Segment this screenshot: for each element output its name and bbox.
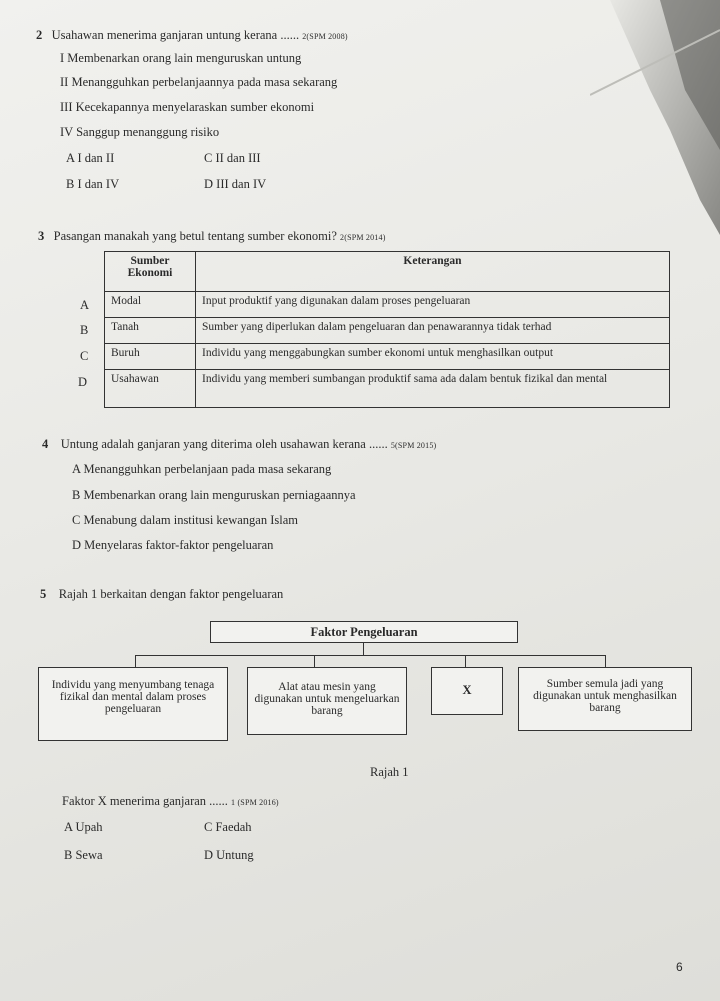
question-4-text: Untung adalah ganjaran yang diterima oleh usahawan kerana ...... [60, 437, 388, 451]
question-4-number: 4 [42, 437, 49, 451]
connector-line [363, 643, 364, 655]
question-2-choice-c: C II dan III [204, 151, 261, 165]
question-5-choice-d: D Untung [204, 848, 254, 862]
question-4-reference: 5(SPM 2015) [390, 441, 437, 450]
table-row [105, 318, 670, 344]
question-4-option-b: B Membenarkan orang lain menguruskan perniagaannya [72, 488, 356, 502]
diagram-caption: Rajah 1 [370, 765, 409, 779]
question-2-option-iv: IV Sanggup menanggung risiko [60, 125, 220, 139]
connector-line [135, 655, 136, 667]
question-3-number: 3 [38, 229, 45, 243]
question-2-choice-d: D III dan IV [204, 177, 267, 191]
question-5-followup-text: Faktor X menerima ganjaran ...... [62, 794, 228, 808]
question-2-stem [36, 28, 348, 43]
cell-description: Sumber yang diperlukan dalam pengeluaran dan penawarannya tidak terhad [196, 318, 670, 344]
cell-description: Individu yang menggabungkan sumber ekonomi untuk menghasilkan output [196, 344, 670, 370]
table-row [105, 344, 670, 370]
question-5-choice-b: B Sewa [64, 848, 103, 862]
row-letter-b: B [80, 323, 89, 337]
question-3-text: Pasangan manakah yang betul tentang sumber ekonomi? [53, 229, 337, 243]
table-header-row [105, 252, 670, 292]
question-2-option-i: I Membenarkan orang lain menguruskan untung [60, 51, 302, 65]
table-row [105, 292, 670, 318]
question-5-reference: 1 (SPM 2016) [231, 798, 279, 807]
header-description: Keterangan [196, 252, 670, 292]
economic-resource-table [104, 251, 670, 408]
connector-line [135, 655, 606, 656]
cell-source: Tanah [105, 318, 196, 344]
question-2-reference: 2(SPM 2008) [302, 32, 348, 41]
cell-source: Modal [105, 292, 196, 318]
page-corner-shadow [590, 0, 720, 240]
cell-description: Input produktif yang digunakan dalam proses pengeluaran [196, 292, 670, 318]
question-4-stem [42, 437, 436, 452]
question-2-option-ii: II Menangguhkan perbelanjaannya pada masa sekarang [60, 75, 338, 89]
question-2-choice-a: A I dan II [66, 151, 115, 165]
question-3-reference: 2(SPM 2014) [340, 233, 386, 242]
question-2-choice-b: B I dan IV [66, 177, 120, 191]
diagram-box-land: Sumber semula jadi yang digunakan untuk menghasilkan barang [518, 667, 692, 731]
question-2-option-iii: III Kecekapannya menyelaraskan sumber ekonomi [60, 100, 315, 114]
question-2-number: 2 [36, 28, 43, 42]
row-letter-c: C [80, 349, 89, 363]
cell-source: Buruh [105, 344, 196, 370]
question-5-followup [62, 794, 279, 809]
diagram-box-labour: Individu yang menyumbang tenaga fizikal dan mental dalam proses pengeluaran [38, 667, 228, 741]
page-number: 6 [676, 960, 683, 974]
question-5-choice-c: C Faedah [204, 820, 252, 834]
connector-line [465, 655, 466, 667]
question-5-stem [40, 587, 283, 602]
diagram-box-x: X [431, 667, 503, 715]
question-5-choice-a: A Upah [64, 820, 103, 834]
question-4-option-a: A Menangguhkan perbelanjaan pada masa sekarang [72, 462, 332, 476]
row-letter-a: A [80, 298, 90, 312]
question-4-option-d: D Menyelaras faktor-faktor pengeluaran [72, 538, 274, 552]
connector-line [314, 655, 315, 667]
row-letter-d: D [78, 375, 88, 389]
connector-line [605, 655, 606, 667]
header-source: Sumber Ekonomi [105, 252, 196, 292]
table-row [105, 370, 670, 408]
diagram-box-capital: Alat atau mesin yang digunakan untuk mengeluarkan barang [247, 667, 407, 735]
diagram-title-box: Faktor Pengeluaran [210, 621, 518, 643]
cell-source: Usahawan [105, 370, 196, 408]
question-2-text: Usahawan menerima ganjaran untung kerana ...... [51, 28, 300, 42]
question-5-number: 5 [40, 587, 47, 601]
question-4-option-c: C Menabung dalam institusi kewangan Islam [72, 513, 299, 527]
question-3-stem [38, 229, 386, 244]
question-5-text: Rajah 1 berkaitan dengan faktor pengeluaran [58, 587, 284, 601]
cell-description: Individu yang memberi sumbangan produktif sama ada dalam bentuk fizikal dan mental [196, 370, 670, 408]
